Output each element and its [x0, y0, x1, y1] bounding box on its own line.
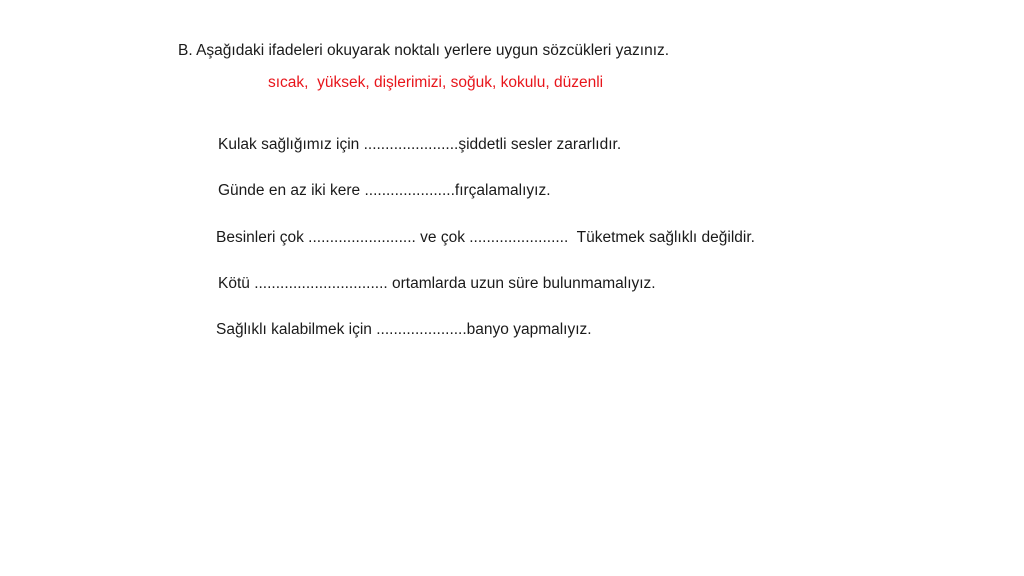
word-bank: sıcak, yüksek, dişlerimizi, soğuk, kokulu, düzenli [268, 74, 604, 91]
fill-blank-sentence-3: Besinleri çok ......................... ve çok ....................... Tüketmek sağlıklı değildir. [216, 229, 755, 246]
fill-blank-sentence-5: Sağlıklı kalabilmek için .....................banyo yapmalıyız. [216, 321, 592, 338]
fill-blank-sentence-2: Günde en az iki kere .....................fırçalamalıyız. [218, 182, 551, 199]
fill-blank-sentence-4: Kötü ............................... ortamlarda uzun süre bulunmamalıyız. [218, 275, 656, 292]
instruction-heading: B. Aşağıdaki ifadeleri okuyarak noktalı yerlere uygun sözcükleri yazınız. [178, 42, 670, 59]
fill-blank-sentence-1: Kulak sağlığımız için ......................şiddetli sesler zararlıdır. [218, 136, 622, 153]
